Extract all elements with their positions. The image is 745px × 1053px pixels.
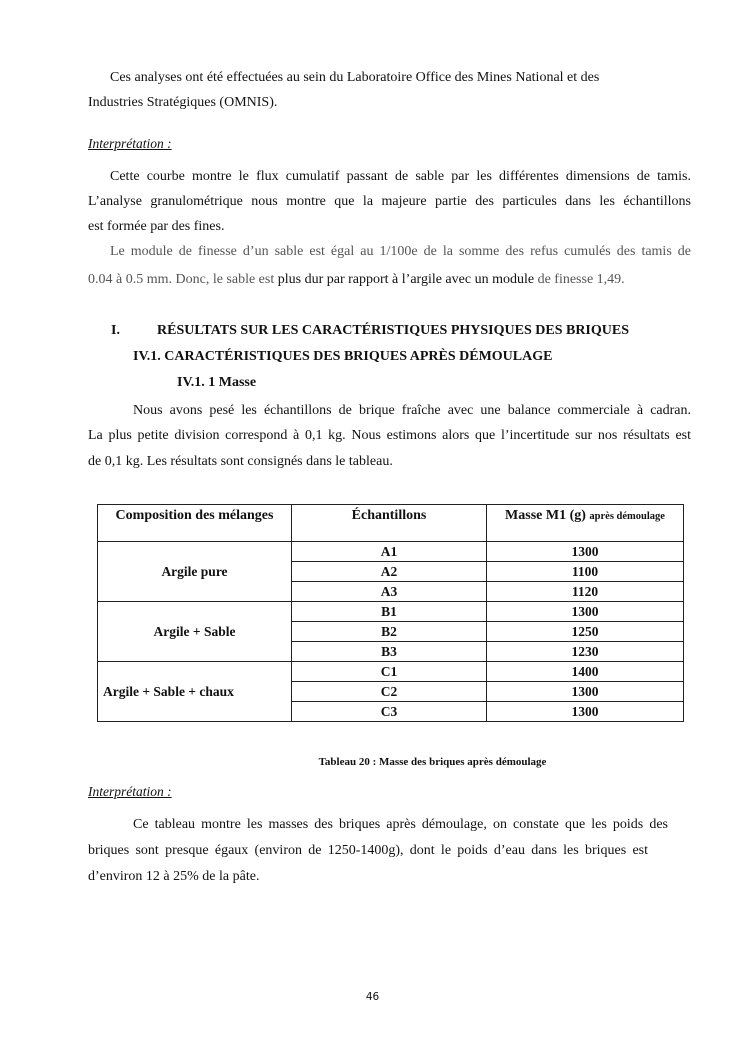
column-header-subtext: après démoulage bbox=[589, 511, 665, 522]
mass-table bbox=[97, 504, 684, 722]
paragraph-line: Nous avons pesé les échantillons de brique fraîche avec une balance commerciale à cadran. bbox=[133, 403, 691, 418]
intro-line-2: Industries Stratégiques (OMNIS). bbox=[88, 95, 278, 110]
text-span: 0.04 à 0.5 mm. Donc, le sable est bbox=[88, 272, 278, 287]
text-span: plus dur par rapport à l’argile avec un module bbox=[277, 272, 535, 287]
heading-1: RÉSULTATS SUR LES CARACTÉRISTIQUES PHYSIQUES DES BRIQUES bbox=[157, 323, 630, 338]
sample-cell: A3 bbox=[292, 582, 487, 602]
mass-cell: 1230 bbox=[487, 642, 684, 662]
composition-cell: Argile pure bbox=[98, 542, 292, 602]
paragraph-line: Le module de finesse d’un sable est égal au 1/100e de la somme des refus cumulés des tamis de bbox=[110, 244, 691, 259]
paragraph-line: d’environ 12 à 25% de la pâte. bbox=[88, 869, 260, 884]
column-header: Échantillons bbox=[292, 505, 487, 542]
interpretation-label: Interprétation : bbox=[88, 784, 172, 799]
mass-cell: 1300 bbox=[487, 602, 684, 622]
paragraph-line: L’analyse granulométrique nous montre que la majeure partie des particules dans les échantillons bbox=[88, 194, 691, 209]
composition-cell: Argile + Sable + chaux bbox=[98, 662, 292, 722]
column-header bbox=[487, 505, 684, 542]
sample-cell: A1 bbox=[292, 542, 487, 562]
interpretation-label: Interprétation : bbox=[88, 136, 172, 151]
mass-cell: 1100 bbox=[487, 562, 684, 582]
paragraph-line bbox=[88, 272, 625, 288]
mass-cell: 1300 bbox=[487, 682, 684, 702]
sample-cell: C1 bbox=[292, 662, 487, 682]
sample-cell: C3 bbox=[292, 702, 487, 722]
mass-cell: 1400 bbox=[487, 662, 684, 682]
text-span: de finesse 1,49. bbox=[534, 272, 625, 287]
paragraph-line: Ce tableau montre les masses des briques après démoulage, on constate que les poids des bbox=[133, 817, 668, 832]
mass-cell: 1300 bbox=[487, 542, 684, 562]
table-row bbox=[98, 602, 684, 622]
sample-cell: B2 bbox=[292, 622, 487, 642]
column-header: Composition des mélanges bbox=[98, 505, 292, 542]
table-row bbox=[98, 662, 684, 682]
paragraph-line: briques sont presque égaux (environ de 1250-1400g), dont le poids d’eau dans les briques est bbox=[88, 843, 648, 858]
paragraph-line: Cette courbe montre le flux cumulatif passant de sable par les différentes dimensions de tamis. bbox=[110, 169, 691, 184]
mass-cell: 1300 bbox=[487, 702, 684, 722]
heading-3: IV.1. 1 Masse bbox=[177, 375, 257, 390]
sample-cell: B1 bbox=[292, 602, 487, 622]
paragraph-line: de 0,1 kg. Les résultats sont consignés dans le tableau. bbox=[88, 454, 393, 469]
table-caption: Tableau 20 : Masse des briques après démoulage bbox=[318, 756, 547, 768]
mass-cell: 1120 bbox=[487, 582, 684, 602]
table-row bbox=[98, 542, 684, 562]
sample-cell: A2 bbox=[292, 562, 487, 582]
composition-cell: Argile + Sable bbox=[98, 602, 292, 662]
page-number: 46 bbox=[365, 991, 380, 1003]
table-header-row bbox=[98, 505, 684, 542]
column-header-text: Masse M1 (g) bbox=[505, 508, 586, 523]
sample-cell: B3 bbox=[292, 642, 487, 662]
mass-cell: 1250 bbox=[487, 622, 684, 642]
sample-cell: C2 bbox=[292, 682, 487, 702]
paragraph-line: est formée par des fines. bbox=[88, 219, 225, 234]
heading-2: IV.1. CARACTÉRISTIQUES DES BRIQUES APRÈS DÉMOULAGE bbox=[133, 349, 553, 364]
paragraph-line: La plus petite division correspond à 0,1 kg. Nous estimons alors que l’incertitude sur nos résultats est bbox=[88, 428, 691, 443]
intro-line-1: Ces analyses ont été effectuées au sein du Laboratoire Office des Mines National et des bbox=[110, 70, 600, 85]
heading-number: I. bbox=[111, 323, 120, 338]
